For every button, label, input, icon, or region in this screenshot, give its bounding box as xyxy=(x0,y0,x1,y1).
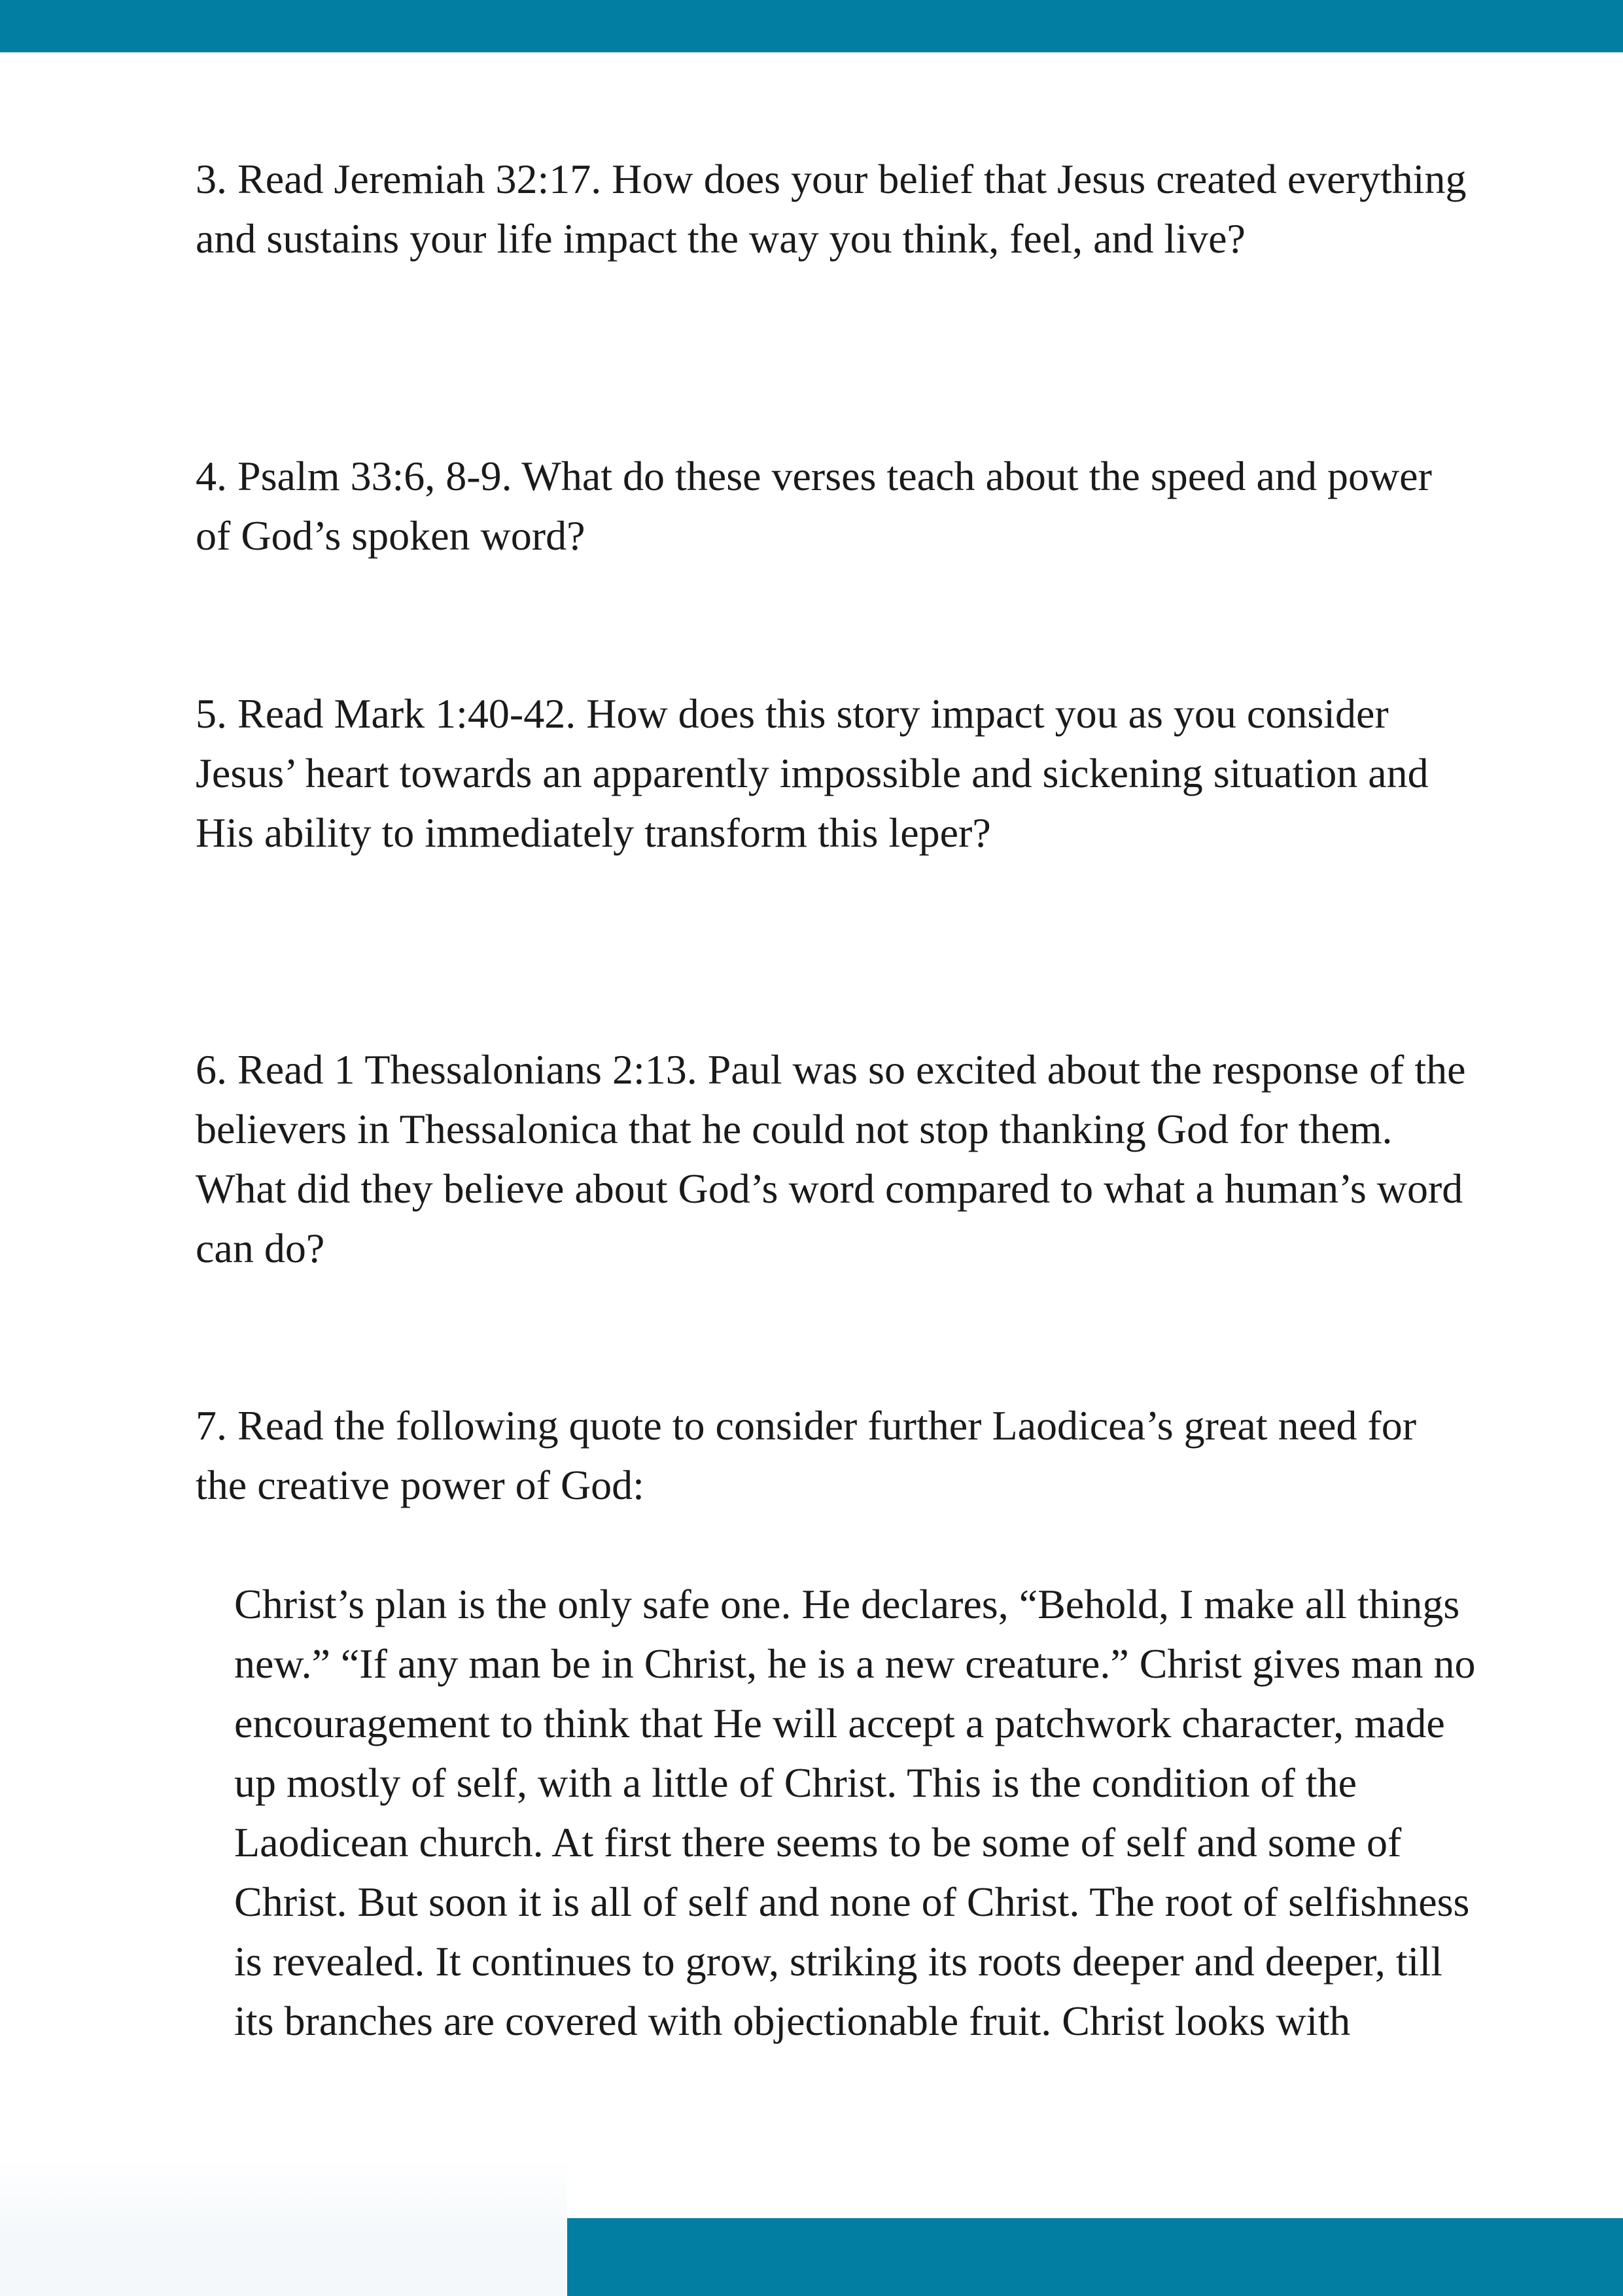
question-7: 7. Read the following quote to consider further Laodicea’s great need for the creative power of God: xyxy=(196,1402,1416,1508)
question-5: 5. Read Mark 1:40-42. How does this story impact you as you consider Jesus’ heart towards an apparently impossible and sickening situation and His ability to immediately transform this leper? xyxy=(196,690,1429,856)
bottom-accent-bar xyxy=(567,2218,1623,2296)
block-quote: Christ’s plan is the only safe one. He declares, “Behold, I make all things new.” “If any man be in Christ, he is a new creature.” Christ gives man no encouragement to think that He will accept a patchwork character, made up mostly of self, with a little of Christ. This is the condition of the Laodicean church. At first there seems to be some of self and some of Christ. But soon it is all of self and none of Christ. The root of selfishness is revealed. It continues to grow, striking its roots deeper and deeper, till its branches are covered with objectionable fruit. Christ looks with xyxy=(234,1581,1476,2044)
top-accent-bar xyxy=(0,0,1623,52)
question-6: 6. Read 1 Thessalonians 2:13. Paul was so excited about the response of the believers in Thessalonica that he could not stop thanking God for them. What did they believe about God’s word compared to what a human’s word can do? xyxy=(196,1046,1466,1271)
bottom-fade xyxy=(0,2159,567,2296)
question-3: 3. Read Jeremiah 32:17. How does your belief that Jesus created everything and sustains your life impact the way you think, feel, and live? xyxy=(196,156,1467,262)
question-4: 4. Psalm 33:6, 8-9. What do these verses teach about the speed and power of God’s spoken word? xyxy=(196,453,1432,559)
